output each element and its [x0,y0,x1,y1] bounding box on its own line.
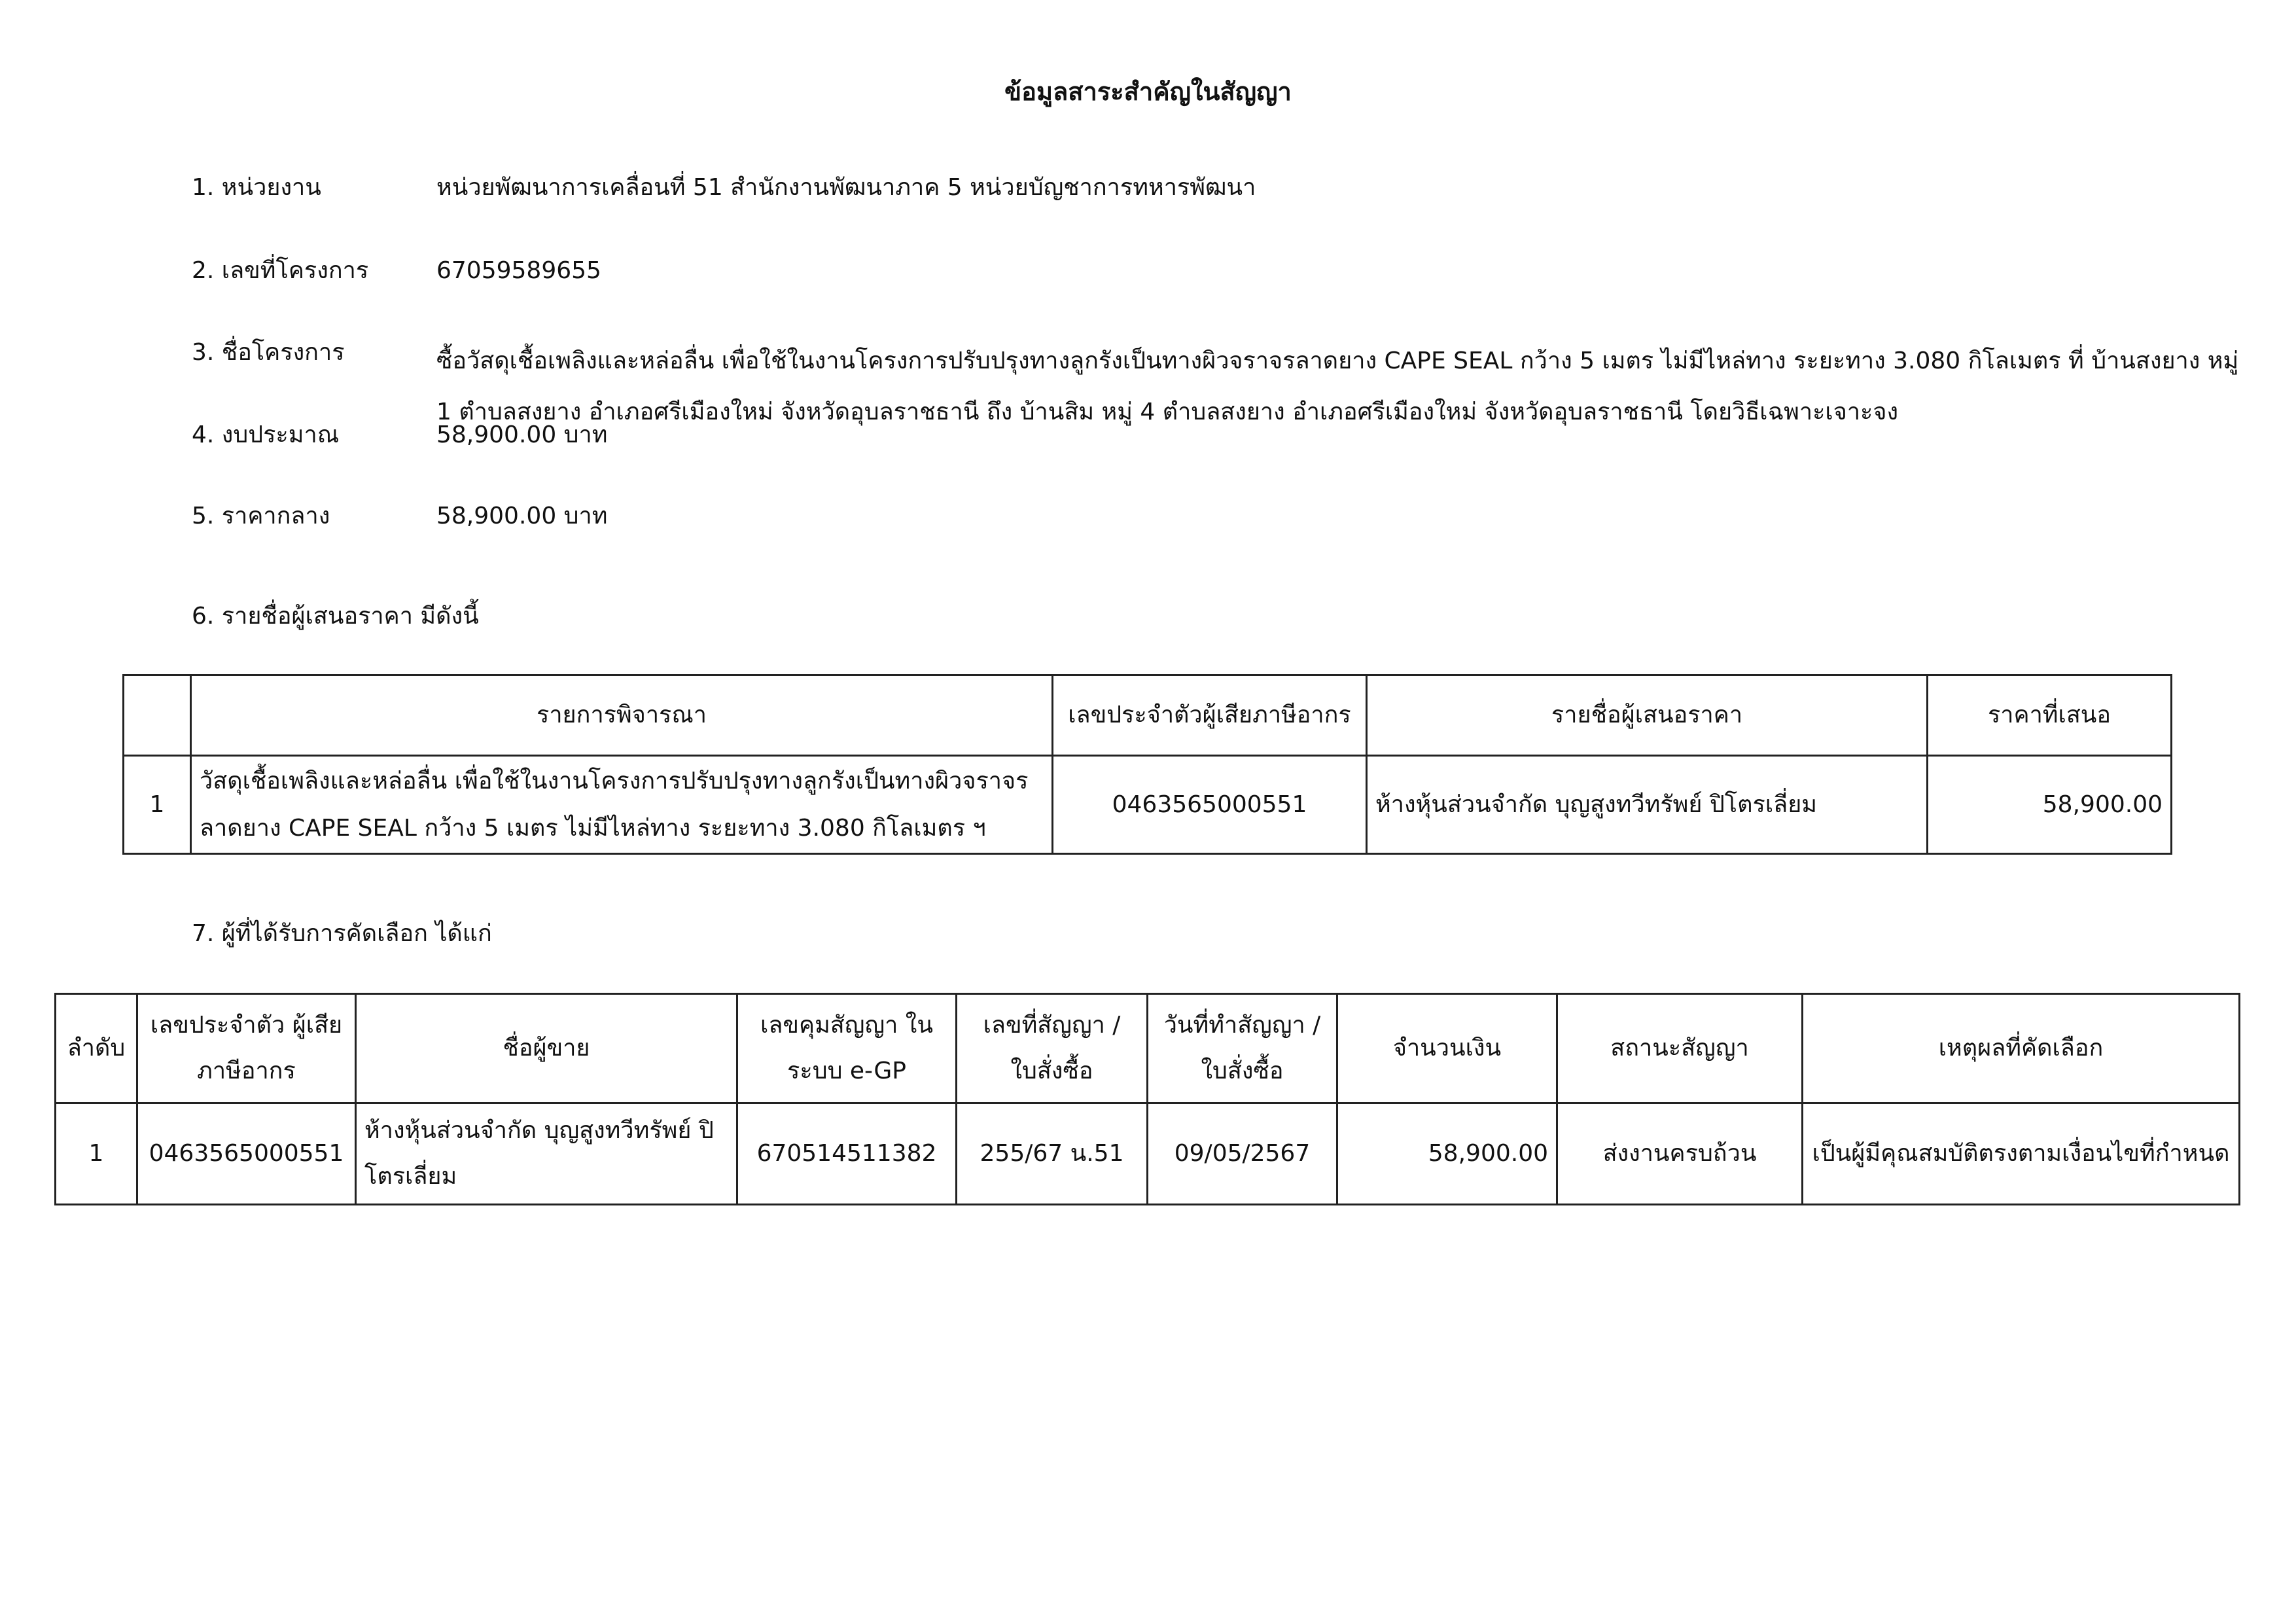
label-selected: 7. ผู้ที่ได้รับการคัดเลือก ได้แก่ [192,920,492,947]
table-row [56,1103,2240,1205]
selected-cell-seller: ห้างหุ้นส่วนจำกัด บุญสูงทวีทรัพย์ ปิโตรเลี่ยม [356,1103,737,1205]
bidders-header-tax-id: เลขประจำตัวผู้เสียภาษีอากร [1053,675,1367,756]
bidders-cell-bidder: ห้างหุ้นส่วนจำกัด บุญสูงทวีทรัพย์ ปิโตรเลี่ยม [1367,756,1928,854]
value-agency: หน่วยพัฒนาการเคลื่อนที่ 51 สำนักงานพัฒนาภาค 5 หน่วยบัญชาการทหารพัฒนา [436,174,1256,201]
bidders-cell-no: 1 [124,756,191,854]
value-median-price: 58,900.00 บาท [436,503,608,529]
bidders-cell-item: วัสดุเชื้อเพลิงและหล่อลื่น เพื่อใช้ในงานโครงการปรับปรุงทางลูกรังเป็นทางผิวจราจร ลาดยาง CAPE SEAL กว้าง 5 เมตร ไม่มีไหล่ทาง ระยะทาง 3.080 กิโลเมตร ฯ [191,756,1053,854]
value-project-name: ซื้อวัสดุเชื้อเพลิงและหล่อลื่น เพื่อใช้ในงานโครงการปรับปรุงทางลูกรังเป็นทางผิวจราจรลาดยาง CAPE SEAL กว้าง 5 เมตร ไม่มีไหล่ทาง ระยะทาง 3.080 กิโลเมตร ที่ บ้านสงยาง หมู่ 1 ตำบลสงยาง อำเภอศรีเมืองใหม่ จังหวัดอุบลราชธานี ถึง บ้านสิม หมู่ 4 ตำบลสงยาง อำเภอศรีเมืองใหม่ จังหวัดอุบลราชธานี โดยวิธีเฉพาะเจาะจง [436,348,2239,425]
selected-cell-amount: 58,900.00 [1337,1103,1557,1205]
bidders-table [122,674,2172,855]
bidders-header-blank [124,675,191,756]
bidders-header-item: รายการพิจารณา [191,675,1053,756]
selected-header-date: วันที่ทำสัญญา / ใบสั่งซื้อ [1148,994,1337,1103]
selected-header-reason: เหตุผลที่คัดเลือก [1803,994,2240,1103]
bidders-header-price: ราคาที่เสนอ [1928,675,2172,756]
selected-cell-tax-id: 0463565000551 [137,1103,356,1205]
selected-header-tax-id: เลขประจำตัว ผู้เสียภาษีอากร [137,994,356,1103]
bidders-cell-price: 58,900.00 [1928,756,2172,854]
selected-cell-status: ส่งงานครบถ้วน [1557,1103,1803,1205]
bidders-cell-tax-id: 0463565000551 [1053,756,1367,854]
selected-header-egp: เลขคุมสัญญา ในระบบ e-GP [737,994,957,1103]
selected-header-seller: ชื่อผู้ขาย [356,994,737,1103]
selected-header-no: ลำดับ [56,994,137,1103]
label-project-name: 3. ชื่อโครงการ [192,339,345,366]
value-budget: 58,900.00 บาท [436,421,608,448]
label-median-price: 5. ราคากลาง [192,503,330,529]
value-project-number: 67059589655 [436,257,601,284]
selected-table [54,993,2240,1205]
table-row [124,756,2172,854]
selected-cell-egp: 670514511382 [737,1103,957,1205]
selected-header-amount: จำนวนเงิน [1337,994,1557,1103]
bidders-header-row [124,675,2172,756]
label-bidders: 6. รายชื่อผู้เสนอราคา มีดังนี้ [192,603,479,630]
selected-cell-reason: เป็นผู้มีคุณสมบัติตรงตามเงื่อนไขที่กำหนด [1803,1103,2240,1205]
selected-header-status: สถานะสัญญา [1557,994,1803,1103]
selected-cell-date: 09/05/2567 [1148,1103,1337,1205]
label-project-number: 2. เลขที่โครงการ [192,257,369,284]
selected-cell-contract-no: 255/67 น.51 [957,1103,1148,1205]
label-agency: 1. หน่วยงาน [192,174,321,201]
label-budget: 4. งบประมาณ [192,421,340,448]
selected-cell-no: 1 [56,1103,137,1205]
page-title: ข้อมูลสาระสำคัญในสัญญา [1004,77,1292,106]
selected-header-contract-no: เลขที่สัญญา / ใบสั่งซื้อ [957,994,1148,1103]
bidders-header-bidder: รายชื่อผู้เสนอราคา [1367,675,1928,756]
selected-header-row [56,994,2240,1103]
